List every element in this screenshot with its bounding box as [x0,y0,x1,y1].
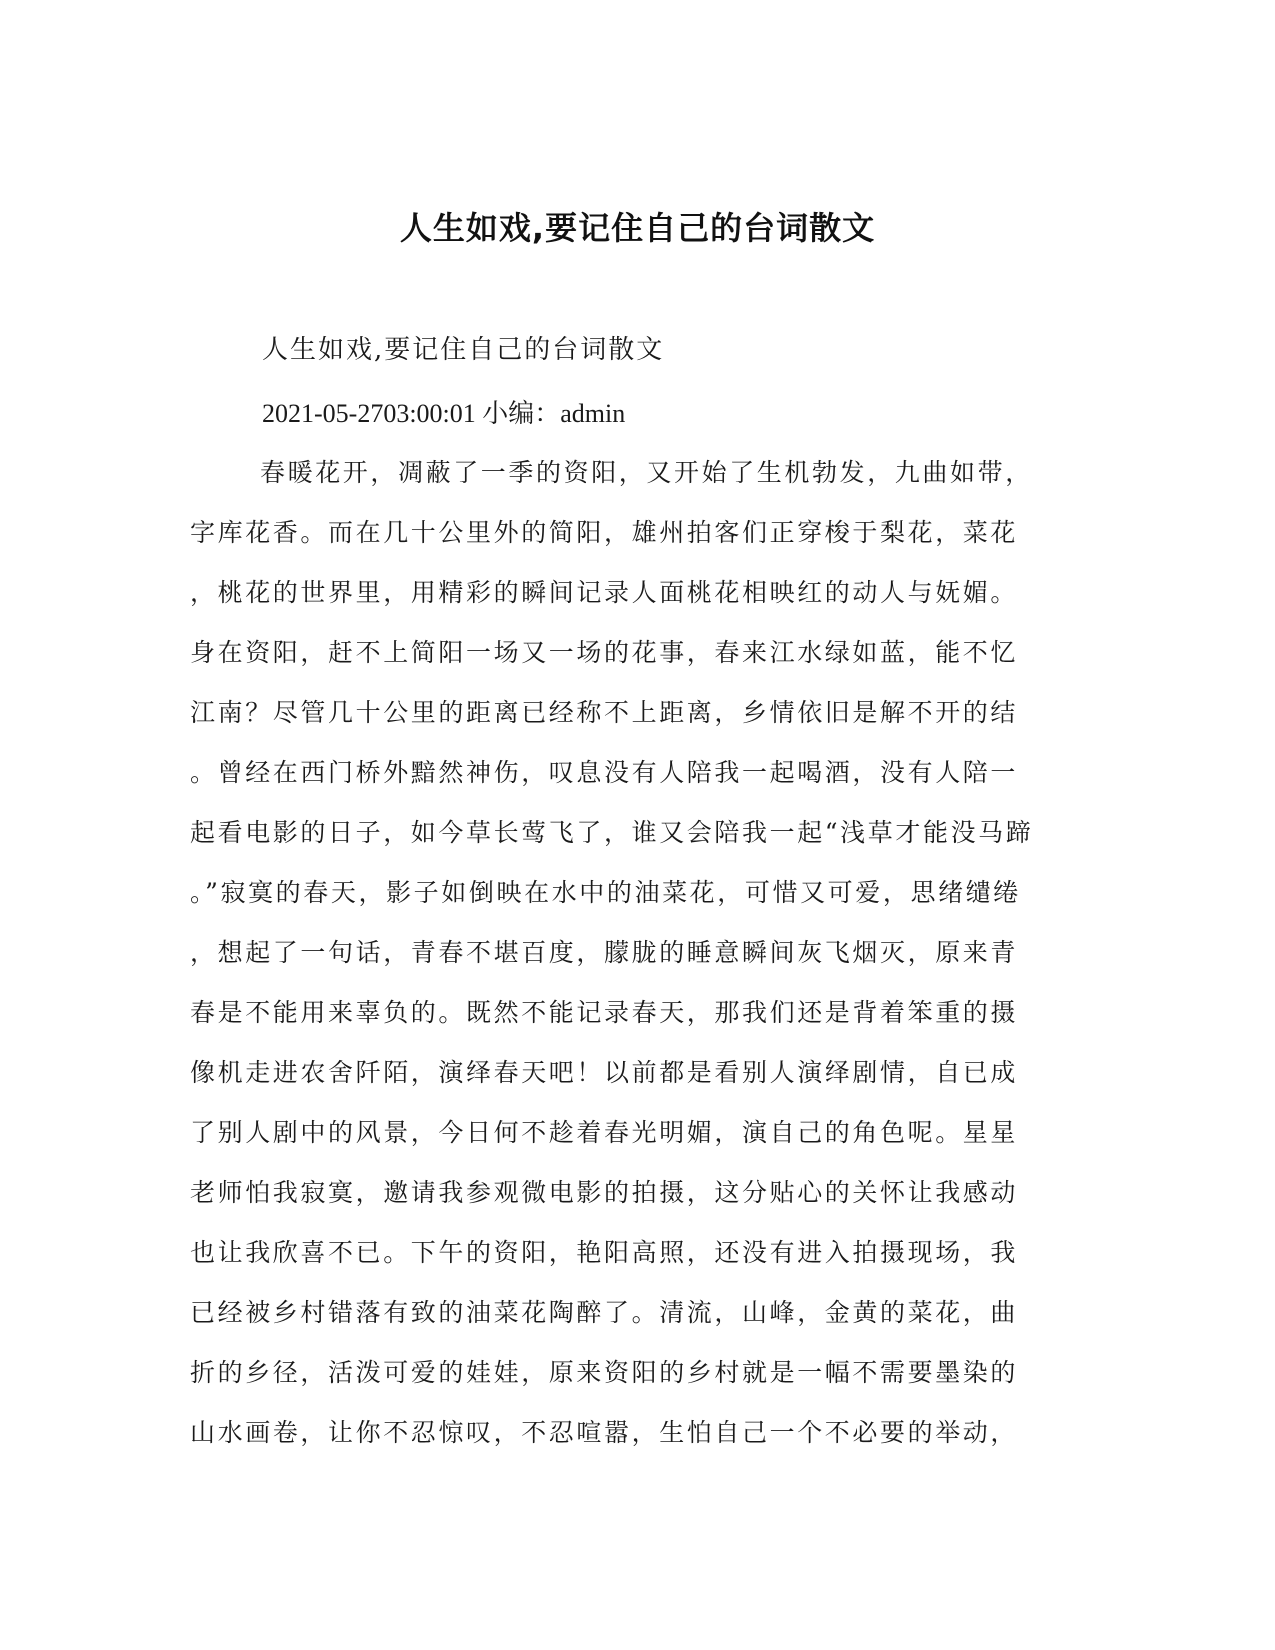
body-line: 折的乡径，活泼可爱的娃娃，原来资阳的乡村就是一幅不需要墨染的 [190,1358,1019,1387]
body-line: 已经被乡村错落有致的油菜花陶醉了。清流，山峰，金黄的菜花，曲 [190,1298,1019,1327]
body-line: 字库花香。而在几十公里外的简阳，雄州拍客们正穿梭于梨花，菜花 [190,518,1019,547]
body-line: 山水画卷，让你不忍惊叹，不忍喧嚣，生怕自己一个不必要的举动， [190,1418,1019,1447]
body-line: 江南？尽管几十公里的距离已经称不上距离，乡情依旧是解不开的结 [190,698,1019,727]
body-line: 。”寂寞的春天，影子如倒映在水中的油菜花，可惜又可爱，思绪缱绻 [190,878,1021,907]
body-line: 也让我欣喜不已。下午的资阳，艳阳高照，还没有进入拍摄现场，我 [190,1238,1019,1267]
body-line: 像机走进农舍阡陌，演绎春天吧！以前都是看别人演绎剧情，自已成 [190,1058,1019,1087]
body-line: 起看电影的日子，如今草长莺飞了，谁又会陪我一起“浅草才能没马蹄 [190,818,1034,847]
document-title: 人生如戏,要记住自己的台词散文 [399,209,876,247]
body-line: 。曾经在西门桥外黯然神伤，叹息没有人陪我一起喝酒，没有人陪一 [190,758,1019,787]
article-subtitle: 人生如戏,要记住自己的台词散文 [262,335,665,365]
body-line: 身在资阳，赶不上简阳一场又一场的花事，春来江水绿如蓝，能不忆 [190,638,1019,667]
body-line: 春是不能用来辜负的。既然不能记录春天，那我们还是背着笨重的摄 [190,998,1019,1027]
body-line: ，桃花的世界里，用精彩的瞬间记录人面桃花相映红的动人与妩媚。 [190,578,1019,607]
body-line: 老师怕我寂寞，邀请我参观微电影的拍摄，这分贴心的关怀让我感动 [190,1178,1019,1207]
article-body [190,455,1090,1475]
body-line: ，想起了一句话，青春不堪百度，朦胧的睡意瞬间灰飞烟灭，原来青 [190,938,1019,967]
body-line: 春暖花开，凋蔽了一季的资阳，又开始了生机勃发，九曲如带， [260,458,1033,487]
article-meta: 2021-05-2703:00:01 小编：admin [262,399,626,428]
body-line: 了别人剧中的风景，今日何不趁着春光明媚，演自己的角色呢。星星 [190,1118,1019,1147]
